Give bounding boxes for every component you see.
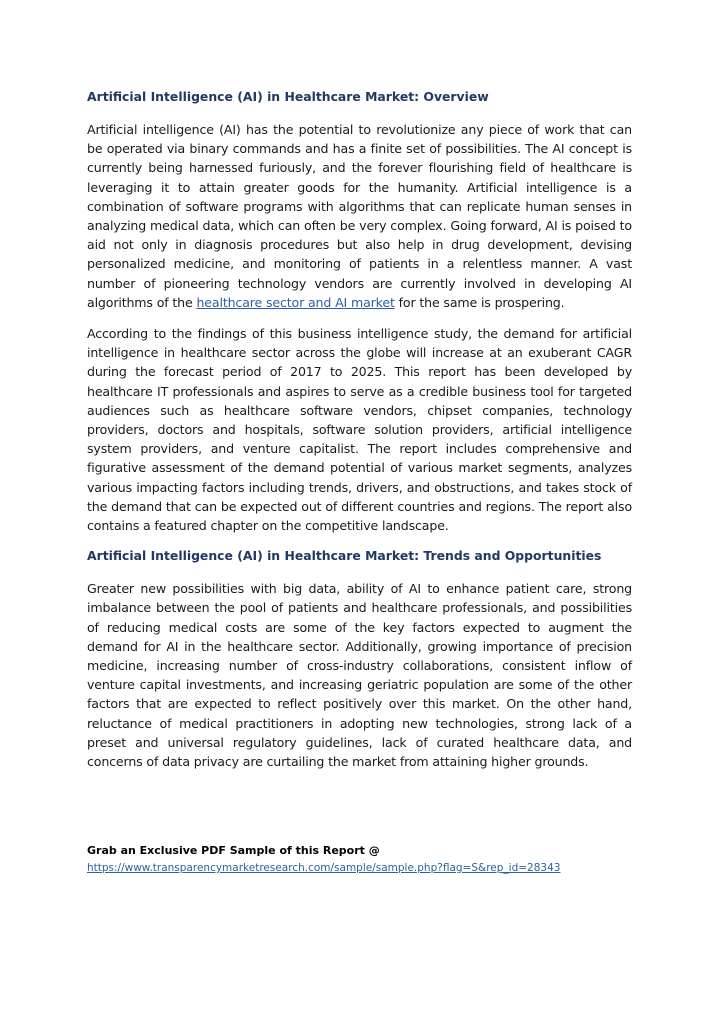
document-body bbox=[87, 86, 632, 771]
healthcare-ai-market-link[interactable]: healthcare sector and AI market bbox=[196, 294, 395, 310]
overview-heading: Artificial Intelligence (AI) in Healthcare Market: Overview bbox=[87, 89, 489, 104]
overview-paragraph-2: According to the findings of this business intelligence study, the demand for artificial intelligence in healthcare sector across the globe will increase at an exuberant CAGR during the forecast period of 2017 to 2025. This report has been developed by healthcare IT professionals and aspires to serve as a credible business tool for targeted audiences such as healthcare software vendors, chipset companies, technology providers, doctors and hospitals, software solution providers, artificial intelligence system providers, and venture capitalist. The report includes comprehensive and figurative assessment of the demand potential of various market segments, analyzes various impacting factors including trends, drivers, and obstructions, and takes stock of the demand that can be expected out of different countries and regions. The report also contains a featured chapter on the competitive landscape. bbox=[87, 326, 632, 534]
trends-paragraph: Greater new possibilities with big data, ability of AI to enhance patient care, strong imbalance between the pool of patients and healthcare professionals, and possibilities of reducing medical costs are some of the key factors expected to augment the demand for AI in the healthcare sector. Additionally, growing importance of precision medicine, increasing number of cross-industry collaborations, consistent inflow of venture capital investments, and increasing geriatric population are some of the other factors that are expected to reflect positively over this market. On the other hand, reluctance of medical practitioners in adopting new technologies, strong lack of a preset and universal regulatory guidelines, lack of curated healthcare data, and concerns of data privacy are curtailing the market from attaining higher grounds. bbox=[87, 581, 632, 770]
trends-heading: Artificial Intelligence (AI) in Healthcare Market: Trends and Opportunities bbox=[87, 548, 602, 564]
overview-paragraph-1-text-a: Artificial intelligence (AI) has the potential to revolutionize any piece of work that can be operated via binary commands and has a finite set of possibilities. The AI concept is currently being harnessed furiously, and the forever flourishing field of healthcare is leveraging it to attain greater goods for the humanity. Artificial intelligence is a combination of software programs with algorithms that can replicate human senses in analyzing medical data, which can often be very complex. Going forward, AI is poised to aid not only in diagnosis procedures but also help in drug development, devising personalized medicine, and monitoring of patients in a relentless manner. A vast number of pioneering technology vendors are currently involved in developing AI algorithms of the bbox=[87, 122, 632, 310]
sample-report-label: Grab an Exclusive PDF Sample of this Report @ bbox=[87, 844, 380, 857]
overview-paragraph-1-text-b: for the same is prospering. bbox=[394, 294, 565, 310]
overview-paragraph-1 bbox=[87, 120, 632, 312]
sample-report-link[interactable]: https://www.transparencymarketresearch.com/sample/sample.php?flag=S&rep_id=28343 bbox=[87, 862, 561, 874]
